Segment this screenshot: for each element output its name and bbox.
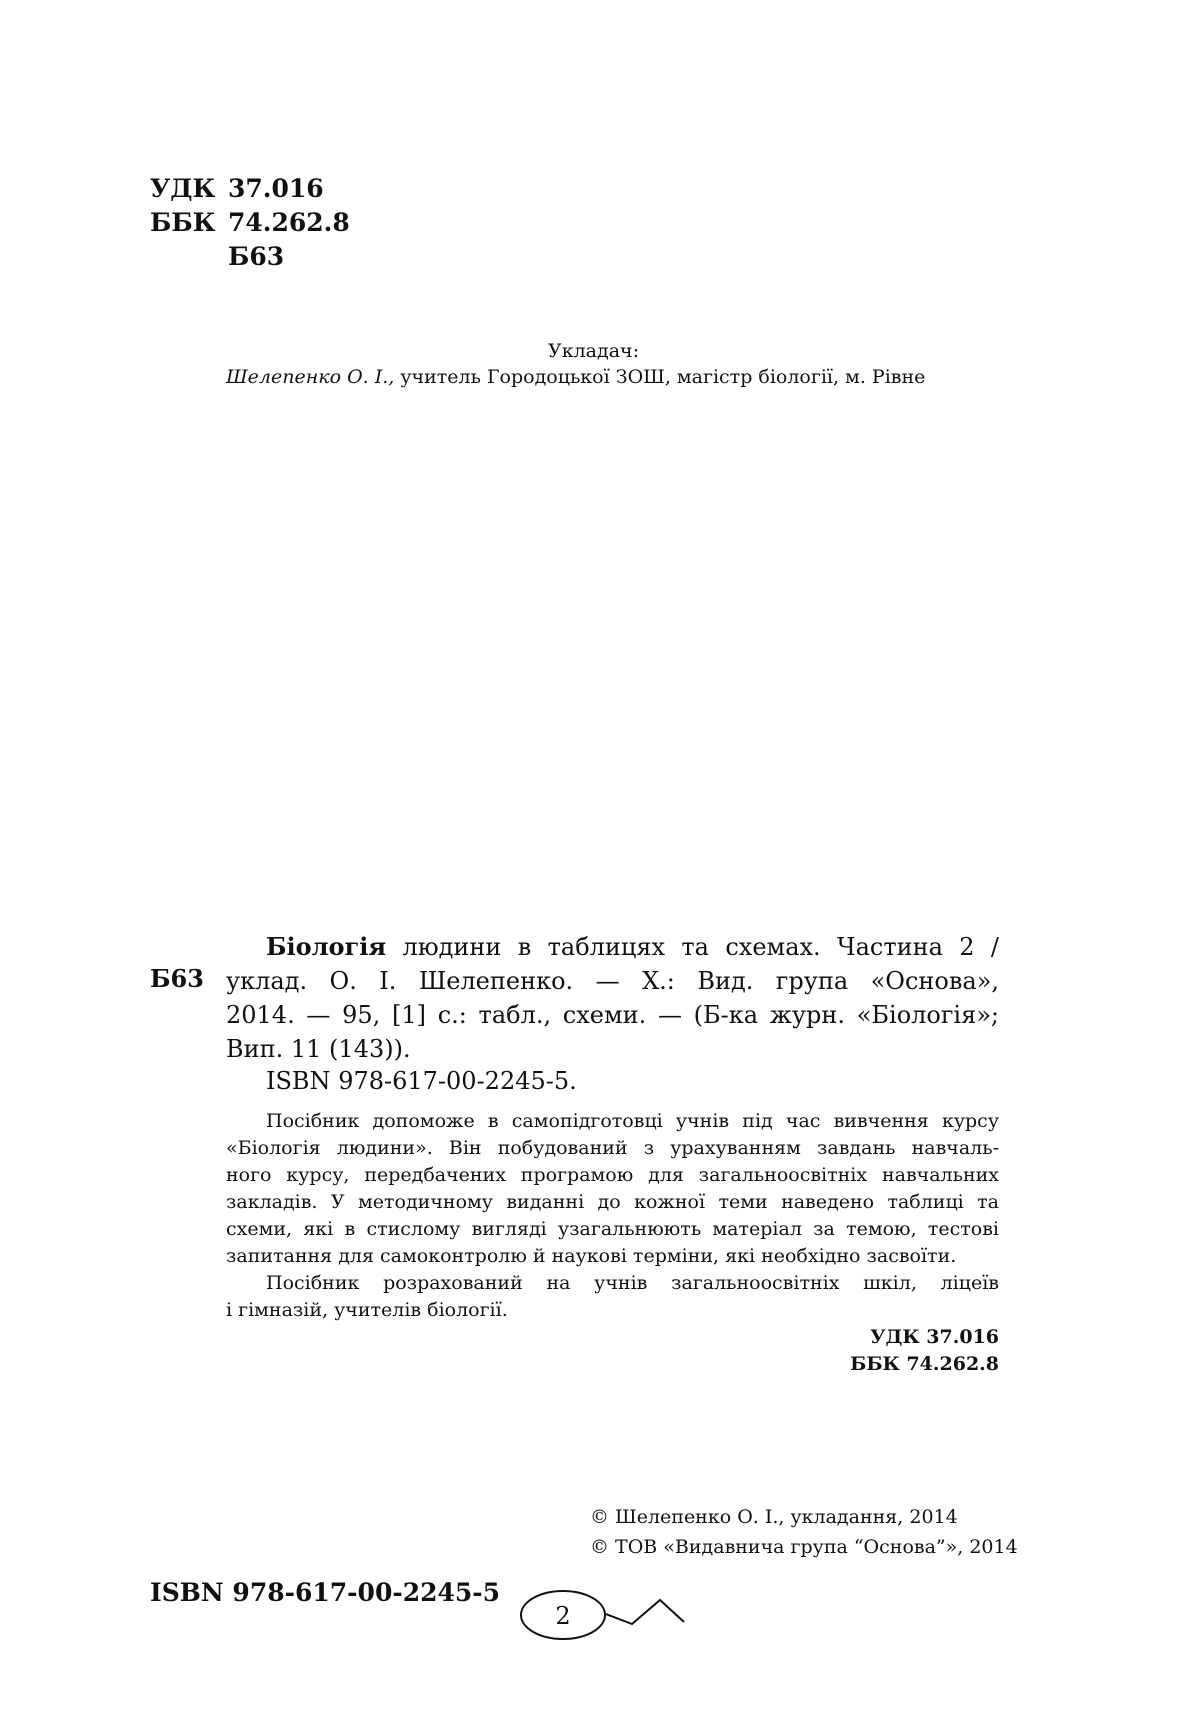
biblio-line-2: уклад. О. І. Шелепенко. — Х.: Вид. група «Основа», [226, 967, 999, 995]
udk-value: 37.016 [228, 174, 324, 203]
annotation-line: Посібник допоможе в самопідготовці учнів під час вивчення курсу [266, 1110, 999, 1132]
biblio-line-1-rest: людини в таблицях та схемах. Частина 2 / [386, 933, 999, 961]
author-mark-top: Б63 [228, 242, 285, 271]
annotation-line: і гімназій, учителів біології. [226, 1299, 508, 1321]
bibliographic-entry [226, 930, 999, 1066]
compiler-details: учитель Городоцької ЗОШ, магістр біології, м. Рівне [394, 366, 926, 388]
page-number-flourish [606, 1596, 686, 1626]
copyright-publisher: © ТОВ «Видавнича група “Основа”», 2014 [590, 1536, 1018, 1558]
bbk-bottom: ББК 74.262.8 [850, 1353, 999, 1375]
page-number-oval [518, 1588, 608, 1642]
annotation-line: ного курсу, передбачених програмою для загальноосвітніх навчальних [226, 1164, 999, 1186]
biblio-line-4: Вип. 11 (143)). [226, 1035, 411, 1063]
biblio-line-3: 2014. — 95, [1] с.: табл., схеми. — (Б-ка журн. «Біологія»; [226, 1001, 999, 1029]
compiler-name: Шелепенко О. І., [226, 366, 395, 388]
annotation-line: «Біологія людини». Він побудований з урахуванням завдань навчаль- [226, 1137, 999, 1159]
compiler-line [226, 366, 925, 388]
biblio-isbn: ISBN 978-617-00-2245-5. [266, 1067, 577, 1095]
annotation-line: запитання для самоконтролю й наукові терміни, які необхідно засвоїти. [226, 1245, 957, 1267]
copyright-compiler: © Шелепенко О. І., укладання, 2014 [590, 1506, 958, 1528]
udk-label: УДК [150, 174, 216, 203]
biblio-title-bold: Біологія [266, 932, 387, 961]
annotation-line: схеми, які в стислому вигляді узагальнюють матеріал за темою, тестові [226, 1218, 999, 1240]
annotation [226, 1108, 999, 1324]
isbn-footer: ISBN 978-617-00-2245-5 [150, 1578, 501, 1607]
author-mark-biblio: Б63 [150, 964, 204, 993]
annotation-line: Посібник розрахований на учнів загальноосвітніх шкіл, ліцеїв [266, 1272, 999, 1294]
biblio-line-1 [226, 930, 999, 964]
bbk-label: ББК [150, 208, 216, 237]
bbk-value: 74.262.8 [228, 208, 350, 237]
udk-bottom: УДК 37.016 [870, 1326, 999, 1348]
compiler-caption: Укладач: [548, 340, 639, 362]
annotation-line: закладів. У методичному виданні до кожної теми наведено таблиці та [226, 1191, 999, 1213]
page-number: 2 [555, 1602, 571, 1630]
